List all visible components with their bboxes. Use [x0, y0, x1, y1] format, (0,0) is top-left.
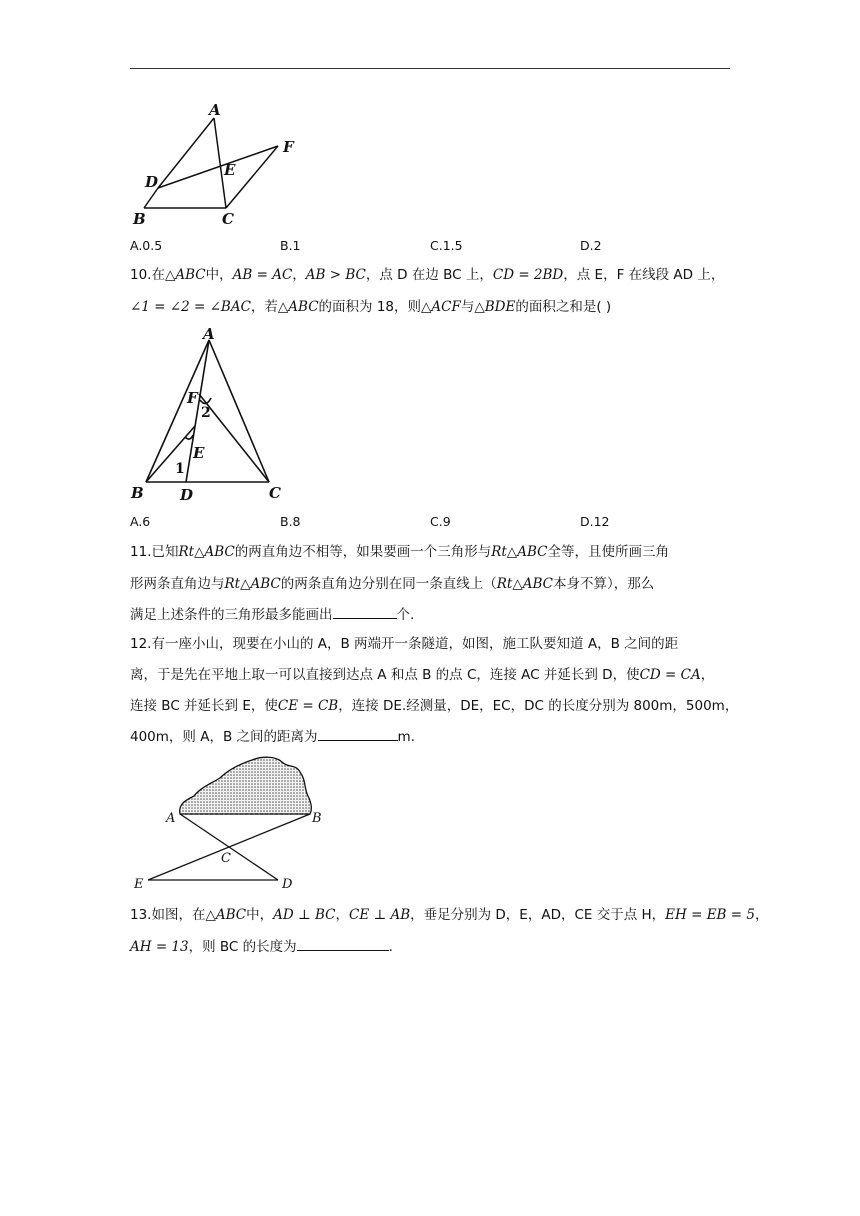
q13-text: ，	[754, 907, 769, 923]
q13-line-1	[130, 906, 769, 924]
q12-text: 离，于是先在平地上取一可以直接到达点 A 和点 B 的点 C，连接 AC 并延长到 D，使	[130, 667, 640, 683]
q12-text: ，连接 DE.经测量，DE，EC，DC 的长度分别为 800m，500m，	[338, 698, 739, 714]
q12-answer-blank[interactable]	[318, 728, 398, 741]
label-C: C	[222, 210, 234, 228]
q10-option-b[interactable]: B.8	[280, 514, 301, 529]
q11-answer-blank[interactable]	[333, 606, 397, 619]
q10-figure	[128, 322, 298, 504]
q10-math-triangle: △ABC	[164, 267, 206, 283]
q11-text: 本身不算），那么	[552, 576, 655, 592]
header-rule	[130, 68, 730, 69]
q12-text: 12.有一座小山，现要在小山的 A，B 两端开一条隧道，如图，施工队要知道 A，B 之间的距	[130, 636, 679, 652]
label-angle-2: 2	[201, 405, 211, 421]
q13-text: ，	[335, 907, 349, 923]
q12-line-1	[130, 635, 732, 653]
q9-option-b[interactable]: B.1	[280, 238, 301, 253]
q9-option-d[interactable]: D.2	[580, 238, 602, 253]
label-C: C	[269, 484, 281, 502]
label-A: A	[203, 325, 215, 343]
q9-options	[130, 238, 730, 256]
q11-text: 形两条直角边与	[130, 576, 225, 592]
q12-math-eq: CE = CB	[277, 698, 339, 714]
q9-figure	[130, 100, 310, 232]
q10-option-c[interactable]: C.9	[430, 514, 451, 529]
q10-text: 的面积之和是( )	[515, 299, 612, 315]
q13-line-2	[130, 938, 732, 956]
label-B: B	[131, 484, 144, 502]
label-B: B	[133, 210, 146, 228]
hill-shape	[180, 757, 312, 814]
q11-text: 全等，且使所画三角	[547, 544, 669, 560]
q11-math-rt: Rt△ABC	[491, 544, 548, 560]
q10-option-d[interactable]: D.12	[580, 514, 610, 529]
label-E: E	[134, 877, 144, 892]
q12-line-3	[130, 697, 739, 715]
q12-text: 400m，则 A，B 之间的距离为	[130, 729, 318, 745]
q11-line-1	[130, 543, 732, 561]
q13-text: .	[388, 939, 393, 955]
label-A: A	[209, 101, 221, 119]
q10-math-triangle: △ACF	[421, 299, 461, 315]
q10-number: 10.	[130, 267, 152, 283]
q10-math-eq2: CD = 2BD	[492, 267, 564, 283]
label-angle-1: 1	[175, 461, 185, 477]
q10-math-eq1: AB = AC	[232, 267, 293, 283]
q10-text: ，若	[250, 299, 278, 315]
q10-text: 在	[151, 267, 165, 283]
q10-text: 的面积为 18，则	[318, 299, 422, 315]
q11-line-2	[130, 575, 732, 593]
q10-text: ，	[292, 267, 306, 283]
q10-math-angles: ∠1 = ∠2 = ∠BAC	[130, 299, 251, 315]
q10-math-triangle: △ABC	[277, 299, 319, 315]
q12-line-2	[130, 666, 732, 684]
label-C: C	[221, 851, 231, 866]
q10-math-triangle: △BDE	[474, 299, 516, 315]
q11-line-3	[130, 606, 732, 624]
segment-DB	[144, 188, 158, 208]
segment-AC	[209, 340, 269, 482]
q10-line-2	[130, 298, 732, 316]
q12-line-4	[130, 728, 732, 746]
q9-option-c[interactable]: C.1.5	[430, 238, 463, 253]
label-A: A	[166, 811, 176, 826]
q10-text: ，点 D 在边 BC 上，	[365, 267, 493, 283]
q13-text: ，则 BC 的长度为	[188, 939, 297, 955]
q10-text: 中，	[205, 267, 233, 283]
q13-answer-blank[interactable]	[297, 938, 389, 951]
q11-text: 11.已知	[130, 544, 179, 560]
q13-math-triangle: △ABC	[205, 907, 247, 923]
q11-text: 的两直角边不相等，如果要画一个三角形与	[234, 544, 492, 560]
q13-math-eq: AH = 13	[130, 939, 189, 955]
q10-text: ，点 E，F 在线段 AD 上，	[563, 267, 725, 283]
label-D: D	[180, 486, 194, 504]
label-D: D	[282, 877, 293, 892]
label-D: D	[145, 173, 159, 191]
q10-options	[130, 514, 730, 532]
q12-figure	[128, 750, 328, 892]
q13-math-perp: CE ⊥ AB	[348, 907, 411, 923]
q11-math-rt: Rt△ABC	[224, 576, 281, 592]
q10-text: 与	[460, 299, 475, 315]
q12-text: 连接 BC 并延长到 E，使	[130, 698, 278, 714]
q13-math-perp: AD ⊥ BC	[273, 907, 336, 923]
q10-line-1	[130, 266, 732, 284]
label-E: E	[224, 161, 236, 179]
q13-text: ，垂足分别为 D，E，AD，CE 交于点 H，	[410, 907, 666, 923]
label-F: F	[283, 138, 294, 156]
q13-text: 中，	[246, 907, 274, 923]
q12-text: m.	[397, 729, 415, 745]
q12-math-eq: CD = CA	[639, 667, 701, 683]
q11-text: 个.	[396, 607, 415, 623]
q13-text: 13.如图，在	[130, 907, 206, 923]
q9-option-a[interactable]: A.0.5	[130, 238, 163, 253]
label-F: F	[187, 389, 198, 407]
q11-text: 的两条直角边分别在同一条直线上（	[280, 576, 497, 592]
label-B: B	[312, 811, 322, 826]
q12-text: ，	[700, 667, 715, 683]
q10-option-a[interactable]: A.6	[130, 514, 151, 529]
q11-math-rt: Rt△ABC	[496, 576, 553, 592]
q11-text: 满足上述条件的三角形最多能画出	[130, 607, 333, 623]
label-E: E	[193, 444, 205, 462]
q10-math-ineq: AB > BC	[305, 267, 366, 283]
q11-math-rt: Rt△ABC	[178, 544, 235, 560]
q13-math-eq: EH = EB = 5	[665, 907, 755, 923]
